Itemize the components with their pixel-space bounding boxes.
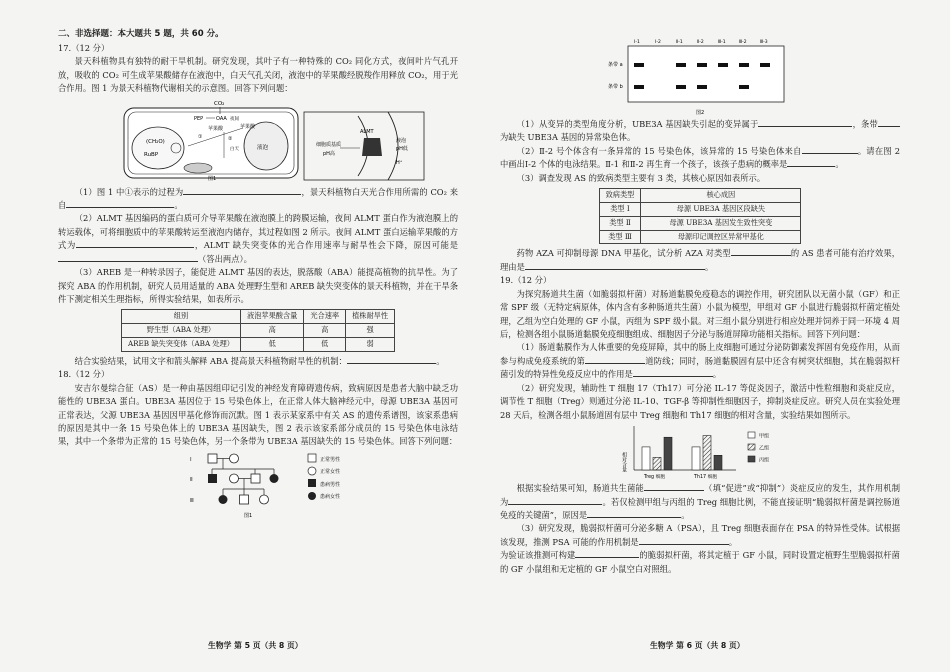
bar-丙组 (714, 455, 722, 470)
table-row: AREB 缺失突变体（ABA 处理） 低 低 弱 (121, 338, 394, 352)
x-tick-label: Treg 细胞 (644, 475, 666, 481)
legend-item: 正常女性 (320, 468, 341, 475)
q17-table (121, 309, 395, 351)
q17-intro: 景天科植物具有独特的耐干旱机制。研究发现，其叶子有一种特殊的 CO₂ 同化方式，夜间叶片气孔开放，吸收的 CO₂ 可生成苹果酸储存在液泡中，白天气孔关闭，液泡中的苹果酸经脱羧作用释放 CO₂，用于光合作用。图 1 为景天科植物代谢相关的示意图。回答下列问题： (58, 56, 458, 94)
x-tick-label: Th17 细胞 (694, 475, 718, 481)
q18-part3: （3）调查发现 AS 的致病类型主要有 3 类，其核心原因如表所示。 (516, 172, 766, 183)
ph-low-label: pH低 (396, 145, 408, 152)
table-header: 组别 (121, 310, 240, 324)
gel-caption: 图2 (696, 110, 705, 116)
chloroplast-shape (132, 127, 184, 169)
answer-blank[interactable] (731, 247, 791, 256)
almt-label: ALMT (360, 128, 374, 135)
gel-lane-label: Ⅲ-2 (739, 40, 747, 45)
answer-blank[interactable] (508, 496, 602, 505)
q19-part1: （1）肠道黏膜作为人体重要的免疫屏障，其中的肠上皮细胞可通过分泌防御素发挥固有免疫作用，从而参与构成免疫系统的第 道防线；同时，肠道黏膜固有层中还含有树突状细胞，其在脆弱拟杆菌引发的特异性免疫反应中的作用是 。 (500, 342, 900, 380)
oaa-label: OAA (216, 115, 227, 122)
q19-heading: 19.（12 分） (500, 275, 552, 286)
answer-blank[interactable] (575, 549, 639, 558)
q19-bar-chart (500, 422, 900, 482)
y-axis-label: 相对含量 (621, 452, 627, 473)
q19-part2: （2）研究发现，辅助性 T 细胞 17（Th17）可分泌 IL-17 等促炎因子，激活中性粒细胞和炎症反应，调节性 T 细胞（Treg）则通过分泌 IL-10、TGF-β 等抑制性细胞因子，抑制炎症反应。研究人员在实验处理 28 天后，检测各组小鼠肠道固有层中 Treg 细胞和 Th17 细胞的相对含量，实验结果如图所示。 (500, 382, 900, 420)
gel-figure (500, 36, 900, 118)
answer-blank[interactable] (802, 145, 858, 154)
gel-band-b (697, 85, 707, 89)
q17-figure-caption: 图1 (208, 175, 217, 182)
table-row: 类型 Ⅱ 母源 UBE3A 基因发生致性突变 (599, 216, 801, 230)
answer-blank[interactable] (183, 186, 301, 195)
gel-band-b (634, 85, 644, 89)
calvin-label: (CH₂O) (146, 138, 165, 145)
gel-lane-label: Ⅰ-1 (634, 40, 640, 45)
gel-lane-label: Ⅱ-1 (676, 40, 683, 45)
legend-swatch (748, 444, 755, 450)
bar-甲组 (642, 447, 650, 470)
answer-blank[interactable] (787, 158, 835, 167)
q18-intro: 安吉尔曼综合征（AS）是一种由基因组印记引发的神经发育障碍遗传病，致病原因是患者大脑中缺乏功能性的 UBE3A 蛋白。UBE3A 基因位于 15 号染色体上，在正常人体大脑神经元中，母源 UBE3A 基因可正常表达，父源 UBE3A 基因因甲基化修饰而沉默。图 1 表示某家系中有关 AS 的遗传系谱图，该家系患病的原因是其中一条 15 号染色体上的 UBE3A 基因缺失，图 2 表示该家系部分成员的 15 号染色体电泳结果，其中一个条带为正常的 15 号染色体，另一个条带为 UBE3A 基因缺失的 15 号染色体。回答下列问题： (58, 382, 458, 447)
rubp-label: RuBP (144, 151, 159, 158)
legend-item: 正常男性 (320, 456, 341, 463)
band-a-label: 条带 a (608, 62, 623, 68)
gen-2-label: Ⅱ (190, 476, 193, 483)
hplus-label: H⁺ (396, 159, 403, 166)
q19-part4: （3）研究发现，脆弱拟杆菌可分泌多糖 A（PSA），且 Treg 细胞表面存在 PSA 的特异性受体。试根据该发现，推测 PSA 可能的作用机制是 。 (500, 523, 900, 547)
table-header: 致病类型 (599, 189, 641, 203)
gel-band-a (718, 63, 728, 67)
table-row: 类型 Ⅰ 母源 UBE3A 基因区段缺失 (599, 202, 801, 216)
gel-diagram (500, 36, 900, 118)
q17-part3: （3）AREB 是一种转录因子，能促进 ALMT 基因的表达，脱落酸（ABA）能提高植物的抗旱性。为了探究 ABA 的作用机制，研究人员用适量的 ABA 处理野生型和 AREB 缺失突变体的景天科植物，并在干旱条件下测定相关生理指标，所得实验结果，如表所示。 (58, 267, 458, 305)
q17-diagram (58, 98, 458, 184)
pedigree-figure (58, 449, 458, 521)
footer-left: 生物学 第 5 页（共 8 页） (208, 641, 303, 650)
q19-part3: 根据实验结果可知，肠道共生菌能 （填“促进”或“抑制”）炎症反应的发生，其作用机制为 。若仅检测甲组与丙组的 Treg 细胞比例，不能直接证明“脆弱拟杆菌是调控肠道免疫的关键菌”，原因是 。 (500, 483, 900, 520)
q17-heading: 17.（12 分） (58, 42, 110, 53)
legend-item: 患病男性 (320, 481, 341, 488)
gel-band-a (760, 63, 770, 67)
q18-table (599, 188, 802, 244)
cytoplasm-label: 细胞质基质 (316, 141, 342, 148)
malate-label-1: 苹果酸 (208, 125, 224, 132)
gel-lane-label: Ⅰ-2 (655, 40, 661, 45)
legend-swatch (748, 432, 755, 438)
legend-label: 乙组 (759, 445, 770, 452)
night-label: 夜间 (230, 116, 239, 122)
pep-label: PEP (194, 115, 204, 122)
malate-label-2: 苹果酸 (240, 123, 256, 130)
legend-label: 丙组 (759, 457, 770, 464)
gel-band-b (739, 85, 749, 89)
legend-item: 患病女性 (320, 493, 341, 500)
footer-right: 生物学 第 6 页（共 8 页） (650, 641, 745, 650)
ph-high-label: pH高 (323, 150, 335, 157)
right-column (500, 36, 901, 650)
table-header: 液泡苹果酸含量 (241, 310, 304, 324)
q19-chart (500, 422, 900, 482)
q18-part1: （1）从变异的类型角度分析，UBE3A 基因缺失引起的变异属于 ，条带为缺失 UBE3A 基因的异常染色体。 (500, 118, 900, 145)
table-header: 植株耐旱性 (346, 310, 395, 324)
vacuole-side-label: 液泡 (396, 137, 407, 144)
legend-label: 甲组 (759, 433, 770, 440)
gel-lane-label: Ⅲ-1 (718, 40, 726, 45)
q17-part4: 结合实验结果，试用文字和箭头解释 ABA 提高景天科植物耐旱性的机制： 。 (74, 355, 445, 366)
gel-lane-label: Ⅱ-2 (697, 40, 704, 45)
pedigree-diagram (58, 449, 458, 521)
answer-blank[interactable] (644, 482, 704, 491)
vacuole-label: 液泡 (257, 144, 269, 151)
day-label: 白天 (230, 146, 239, 152)
gel-band-a (676, 63, 686, 67)
bar-甲组 (692, 447, 700, 470)
bar-丙组 (664, 437, 672, 470)
section-title: 二、非选择题：本大题共 5 题，共 60 分。 (58, 29, 224, 39)
q17-figure (58, 98, 458, 184)
q18-heading: 18.（12 分） (58, 369, 110, 380)
process-1-label: ① (198, 133, 203, 140)
q18-part2: （2）Ⅱ-2 号个体含有一条异常的 15 号染色体，该异常的 15 号染色体来自 。请在图 2 中画出Ⅰ-2 个体的电泳结果。Ⅱ-1 和Ⅱ-2 再生育一个孩子，该孩子患病的概率是 。 (500, 145, 900, 170)
answer-blank[interactable] (525, 261, 705, 270)
q18-part4: 药物 AZA 可抑制母源 DNA 甲基化，试分析 AZA 对类型 的 AS 患者可能有治疗效果，理由是 。 (500, 248, 901, 272)
legend-swatch (748, 456, 755, 462)
band-b-label: 条带 b (608, 84, 623, 90)
gel-band-a (697, 63, 707, 67)
answer-blank[interactable] (76, 239, 194, 248)
process-2-label: ② (228, 135, 233, 142)
answer-blank[interactable] (66, 199, 174, 208)
answer-blank[interactable] (587, 509, 681, 518)
answer-blank[interactable] (585, 355, 645, 364)
table-row: 类型 Ⅲ 母源印记调控区异常甲基化 (599, 230, 801, 244)
answer-blank[interactable] (639, 536, 729, 545)
bar-乙组 (653, 457, 661, 470)
answer-blank[interactable] (410, 355, 436, 364)
bar-乙组 (703, 436, 711, 470)
table-row: 野生型（ABA 处理） 高 高 强 (121, 324, 394, 338)
gen-3-label: Ⅲ (190, 497, 194, 504)
q19-intro: 为探究肠道共生菌（如脆弱拟杆菌）对肠道黏膜免疫稳态的调控作用，研究团队以无菌小鼠（GF）和正常 SPF 级（无特定病原体，体内含有多种肠道共生菌）小鼠为模型，甲组对 GF 小鼠进行脆弱拟杆菌定植处理，乙组为空白处理的 GF 小鼠，丙组为 SPF 级小鼠。对三组小鼠分别进行相应处理并饲养于同一环境 4 周后，检测各组小鼠肠道黏膜免疫细胞组成、细胞因子分泌与肠道屏障功能相关指标。回答下列问题： (500, 288, 900, 339)
gen-1-label: Ⅰ (190, 456, 192, 463)
left-column (58, 28, 458, 650)
answer-blank[interactable] (58, 253, 198, 262)
gel-band-b (676, 85, 686, 89)
table-header: 核心成因 (641, 189, 801, 203)
q19-part5: 为验证该推测可构建 的脆弱拟杆菌，将其定植于 GF 小鼠，同时设置定植野生型脆弱拟杆菌的 GF 小鼠组和无定植的 GF 小鼠空白对照组。 (500, 550, 900, 574)
almt-transporter-shape (362, 138, 382, 156)
answer-blank[interactable] (633, 368, 713, 377)
gel-band-a (739, 63, 749, 67)
table-header: 光合速率 (304, 310, 346, 324)
answer-blank[interactable] (878, 118, 900, 127)
gel-band-a (634, 63, 644, 67)
q17-part2: （2）ALMT 基因编码的蛋白质可介导苹果酸在液泡膜上的跨膜运输，夜间 ALMT 蛋白作为液泡膜上的转运载体，可将细胞质中的苹果酸转运至液泡内储存，其过程如图 2 所示。夜间 ALMT 蛋白运输苹果酸的方式为 ，ALMT 缺失突变体的光合作用速率与耐旱性会下降，原因可能是（答出两点）。 (58, 213, 458, 264)
answer-blank[interactable] (758, 118, 852, 127)
co2-label: CO₂ (214, 100, 225, 107)
q17-part1: （1）图 1 中①表示的过程为 ，景天科植物白天光合作用所需的 CO₂ 来自 。 (58, 186, 458, 210)
gel-lane-label: Ⅲ-3 (760, 40, 768, 45)
pedigree-caption: 图1 (244, 512, 253, 519)
